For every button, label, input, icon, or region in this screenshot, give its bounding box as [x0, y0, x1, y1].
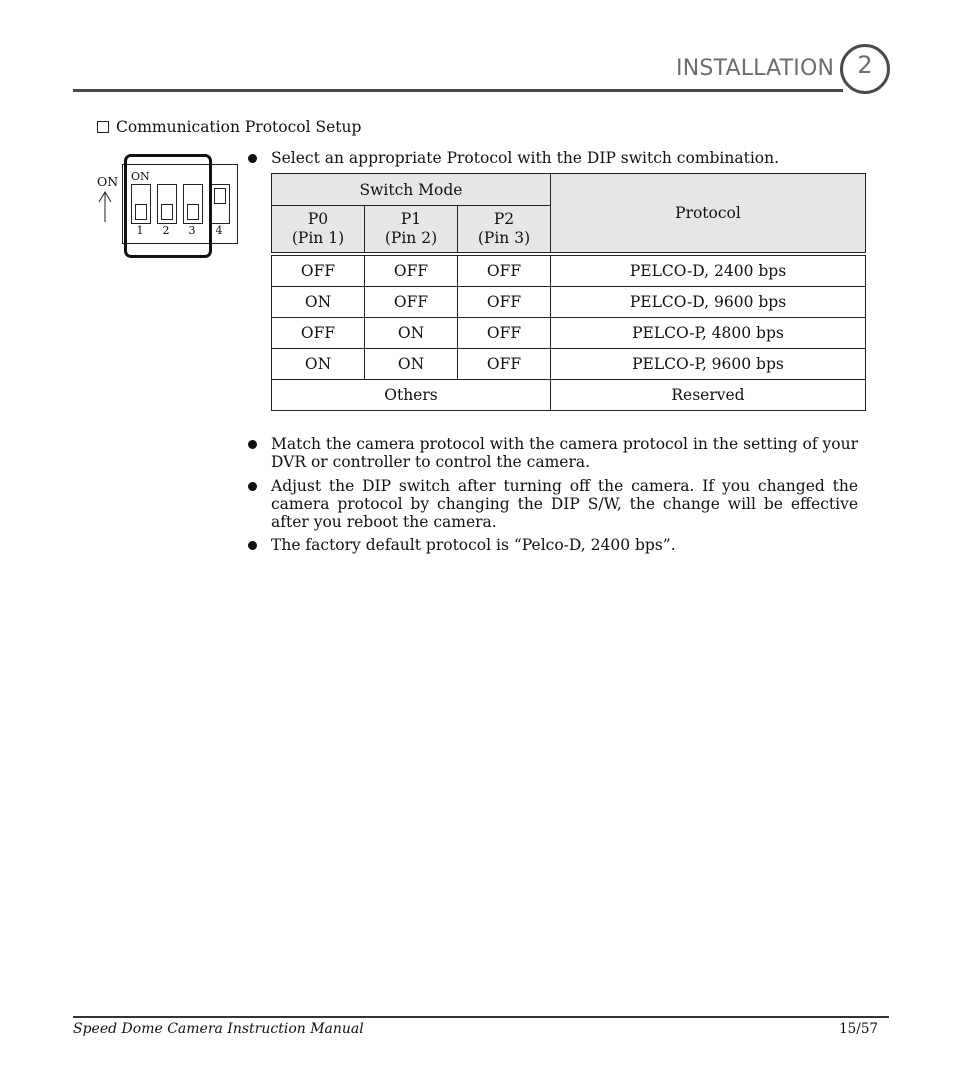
table-cell: Reserved — [551, 380, 866, 411]
table-cell: PELCO-P, 9600 bps — [551, 349, 866, 380]
table-row — [272, 349, 866, 380]
table-cell: OFF — [365, 256, 458, 287]
dip-selection-highlight — [124, 154, 212, 258]
table-cell: PELCO-D, 2400 bps — [551, 256, 866, 287]
section-title: Communication Protocol Setup — [116, 118, 362, 136]
table-cell: OFF — [458, 287, 551, 318]
table-cell: ON — [272, 349, 365, 380]
pin-header-p2: P2 (Pin 3) — [458, 206, 551, 253]
dip-switch-knob — [214, 188, 226, 204]
chapter-number-badge — [840, 44, 890, 94]
protocol-header: Protocol — [551, 174, 866, 253]
table-cell: OFF — [272, 256, 365, 287]
table-row — [272, 318, 866, 349]
dip-switch-number: 2 — [162, 224, 170, 237]
table-row — [272, 287, 866, 318]
manual-title: Speed Dome Camera Instruction Manual — [73, 1021, 364, 1037]
table-cell: PELCO-D, 9600 bps — [551, 287, 866, 318]
bullet-icon — [248, 154, 257, 163]
table-cell: OFF — [458, 349, 551, 380]
dip-switch-number: 1 — [136, 224, 144, 237]
bullet-icon — [248, 440, 257, 449]
checkbox-icon — [97, 121, 109, 133]
switch-mode-header: Switch Mode — [272, 174, 551, 206]
note-bullet-text: Match the camera protocol with the camera protocol in the setting of your DVR or controller to control the camera. — [271, 435, 858, 471]
note-bullet-text: Adjust the DIP switch after turning off the camera. If you changed the camera protocol by changing the DIP S/W, the change will be effective after you reboot the camera. — [271, 477, 858, 531]
bullet-icon — [248, 482, 257, 491]
table-cell: Others — [272, 380, 551, 411]
table-cell: PELCO-P, 4800 bps — [551, 318, 866, 349]
chapter-title: INSTALLATION — [676, 56, 835, 81]
header-rule — [73, 89, 843, 92]
table-row — [272, 380, 866, 411]
table-row — [272, 256, 866, 287]
table-cell: ON — [365, 349, 458, 380]
dip-on-label: ON — [97, 174, 119, 189]
intro-bullet-text: Select an appropriate Protocol with the DIP switch combination. — [271, 149, 780, 167]
dip-on-marking: ON — [131, 170, 150, 183]
protocol-table — [271, 173, 866, 411]
table-cell: OFF — [365, 287, 458, 318]
section-heading — [97, 118, 361, 136]
note-bullet-text: The factory default protocol is “Pelco-D, 2400 bps”. — [271, 536, 676, 554]
bullet-icon — [248, 541, 257, 550]
page-number: 15/57 — [839, 1021, 878, 1037]
chapter-number: 2 — [857, 51, 873, 79]
arrow-up-icon — [98, 190, 112, 224]
table-cell: OFF — [458, 256, 551, 287]
pin-header-p0: P0 (Pin 1) — [272, 206, 365, 253]
dip-switch-4 — [210, 184, 230, 224]
table-cell: OFF — [272, 318, 365, 349]
pin-header-p1: P1 (Pin 2) — [365, 206, 458, 253]
table-cell: ON — [272, 287, 365, 318]
dip-switch-number: 3 — [188, 224, 196, 237]
dip-switch-number: 4 — [215, 224, 223, 237]
footer-rule — [73, 1016, 889, 1018]
table-cell: ON — [365, 318, 458, 349]
table-cell: OFF — [458, 318, 551, 349]
